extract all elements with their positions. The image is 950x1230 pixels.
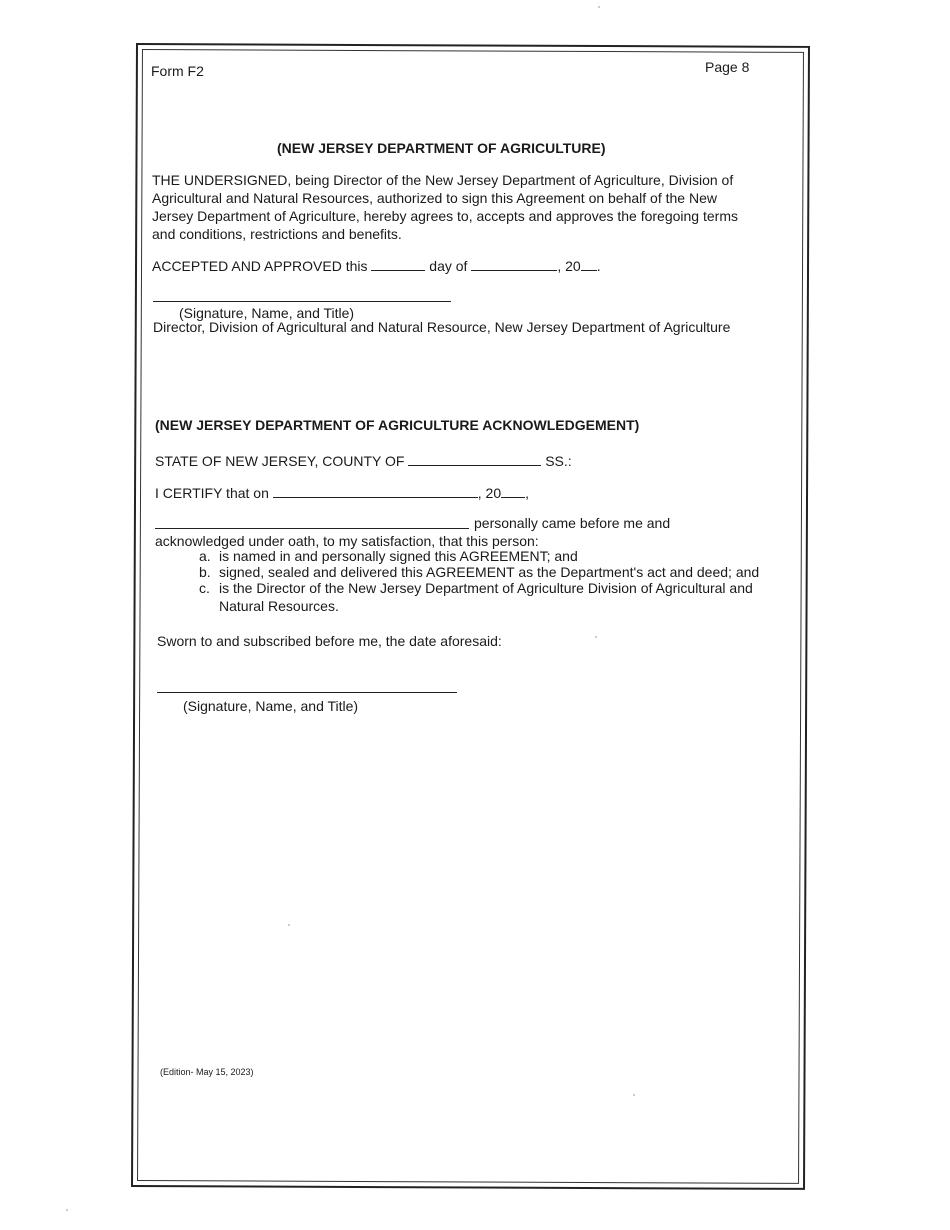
section1-paragraph [152,171,738,243]
certify-year-blank[interactable] [501,485,525,498]
acknowledged-text: acknowledged under oath, to my satisfaction, that this person: [155,533,539,549]
scan-speck [595,636,597,638]
paragraph-line: Jersey Department of Agriculture, hereby agrees to, accepts and approves the foregoing terms [152,208,738,224]
list-marker: b. [199,564,211,580]
director-signature-line[interactable] [153,301,451,302]
paragraph-line: and conditions, restrictions and benefits. [152,226,402,242]
list-item-text: signed, sealed and delivered this AGREEMENT as the Department's act and deed; and [219,564,760,580]
list-item-text: is the Director of the New Jersey Department of Agriculture Division of Agricultural and [219,580,753,596]
accepted-year-label: , 20 [557,258,581,274]
list-item [199,580,753,596]
accepted-end: . [596,258,601,274]
paragraph-line: THE UNDERSIGNED, being Director of the New Jersey Department of Agriculture, Division of [152,172,734,188]
person-name-line[interactable] [155,528,469,529]
list-item [199,598,339,614]
list-item [199,564,759,580]
certify-year-label: , 20 [477,485,502,501]
state-line [155,452,572,470]
page-number: Page 8 [705,59,750,75]
accepted-day-label: day of [429,258,468,274]
personally-came-text: personally came before me and [474,515,671,531]
sworn-text: Sworn to and subscribed before me, the date aforesaid: [157,633,502,649]
county-blank[interactable] [408,453,541,466]
notary-signature-line[interactable] [157,692,457,693]
director-signature-caption: (Signature, Name, and Title) [179,305,355,321]
list-item [199,548,578,564]
scan-speck [288,924,290,926]
paragraph-line: Agricultural and Natural Resources, authorized to sign this Agreement on behalf of the New [152,190,717,206]
certify-prefix: I CERTIFY that on [155,485,269,501]
notary-signature-caption: (Signature, Name, and Title) [183,698,359,714]
director-title: Director, Division of Agricultural and Natural Resource, New Jersey Department of Agriculture [153,319,731,335]
scan-speck [66,1209,68,1211]
section1-title: (NEW JERSEY DEPARTMENT OF AGRICULTURE) [277,140,606,156]
scan-speck [633,1094,635,1096]
list-item-text: Natural Resources. [219,598,339,614]
edition-note: (Edition- May 15, 2023) [160,1067,254,1077]
scan-speck [598,6,600,8]
accepted-prefix: ACCEPTED AND APPROVED this [152,258,368,274]
year-blank[interactable] [581,258,597,271]
state-suffix: SS.: [545,453,572,469]
day-blank[interactable] [371,258,425,271]
month-blank[interactable] [471,258,557,271]
accepted-line [152,257,601,275]
form-label: Form F2 [151,63,204,79]
list-marker: c. [199,580,210,596]
list-marker: a. [199,548,211,564]
certify-date-blank[interactable] [273,485,478,498]
certify-line [155,484,529,502]
list-item-text: is named in and personally signed this AGREEMENT; and [219,548,578,564]
certify-end: , [525,485,530,501]
section2-title: (NEW JERSEY DEPARTMENT OF AGRICULTURE ACKNOWLEDGEMENT) [155,417,640,433]
state-prefix: STATE OF NEW JERSEY, COUNTY OF [155,453,405,469]
